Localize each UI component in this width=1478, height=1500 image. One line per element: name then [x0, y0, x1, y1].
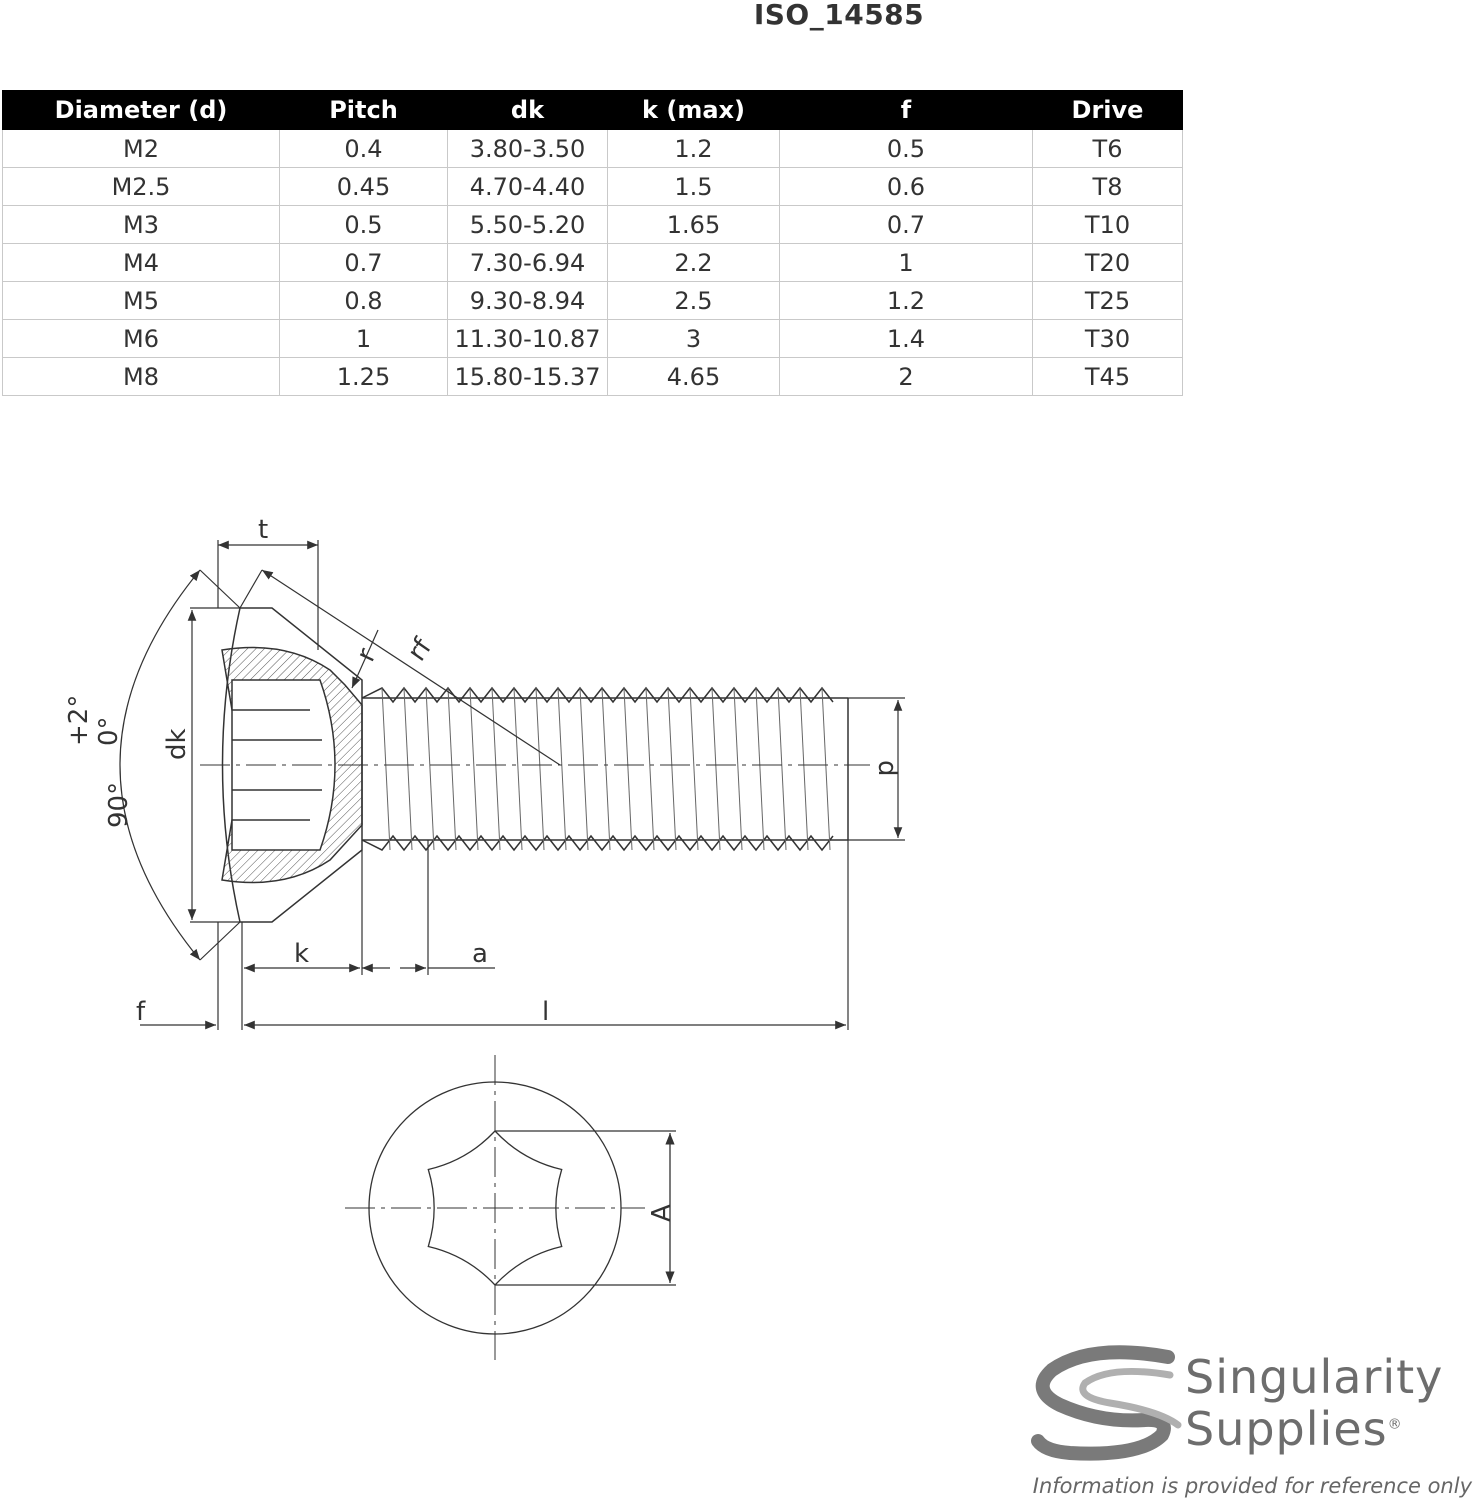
table-header-row: [3, 91, 1183, 130]
column-header: Pitch: [280, 91, 448, 130]
table-cell: 1.65: [608, 206, 780, 244]
table-cell: 3.80-3.50: [448, 130, 608, 168]
table-cell: 15.80-15.37: [448, 358, 608, 396]
label-rf: rf: [401, 633, 438, 667]
table-cell: 0.7: [780, 206, 1033, 244]
table-cell: M4: [3, 244, 280, 282]
table-row: [3, 244, 1183, 282]
table-cell: 4.65: [608, 358, 780, 396]
brand-name-line2: [1185, 1402, 1403, 1456]
table-cell: 1: [280, 320, 448, 358]
column-header: dk: [448, 91, 608, 130]
table-cell: T8: [1033, 168, 1183, 206]
table-cell: 0.7: [280, 244, 448, 282]
drive-top-view: [345, 1055, 676, 1360]
table-cell: 3: [608, 320, 780, 358]
table-cell: 0.8: [280, 282, 448, 320]
table-cell: T20: [1033, 244, 1183, 282]
table-cell: T25: [1033, 282, 1183, 320]
table-cell: 4.70-4.40: [448, 168, 608, 206]
table-cell: T45: [1033, 358, 1183, 396]
table-cell: 1.25: [280, 358, 448, 396]
table-cell: 0.6: [780, 168, 1033, 206]
table-cell: 5.50-5.20: [448, 206, 608, 244]
label-a: a: [472, 939, 488, 969]
table-cell: 0.5: [780, 130, 1033, 168]
label-l: l: [542, 997, 550, 1027]
screw-side-view: [200, 608, 870, 922]
label-t: t: [258, 515, 269, 545]
brand-name-line2-text: Supplies: [1185, 1402, 1388, 1456]
label-f: f: [136, 997, 146, 1027]
registered-mark: ®: [1387, 1416, 1403, 1433]
table-cell: 1: [780, 244, 1033, 282]
column-header: f: [780, 91, 1033, 130]
table-cell: M6: [3, 320, 280, 358]
table-cell: 7.30-6.94: [448, 244, 608, 282]
table-row: [3, 168, 1183, 206]
table-row: [3, 358, 1183, 396]
table-cell: M2.5: [3, 168, 280, 206]
table-row: [3, 282, 1183, 320]
table-row: [3, 206, 1183, 244]
table-cell: T30: [1033, 320, 1183, 358]
table-row: [3, 320, 1183, 358]
table-cell: M5: [3, 282, 280, 320]
table-cell: 2.2: [608, 244, 780, 282]
table-cell: T6: [1033, 130, 1183, 168]
table-cell: 0.45: [280, 168, 448, 206]
label-tol-zero: 0°: [94, 716, 124, 746]
table-cell: 1.4: [780, 320, 1033, 358]
table-row: [3, 130, 1183, 168]
brand-name-line1: Singularity: [1185, 1350, 1444, 1404]
table-cell: 1.2: [608, 130, 780, 168]
table-cell: 0.5: [280, 206, 448, 244]
screw-technical-drawing: [0, 480, 1000, 1380]
label-A: A: [647, 1204, 677, 1222]
table-cell: M8: [3, 358, 280, 396]
table-cell: 2: [780, 358, 1033, 396]
table-cell: 0.4: [280, 130, 448, 168]
page-title: ISO_14585: [753, 0, 925, 31]
label-d: d: [872, 760, 902, 777]
table-cell: 9.30-8.94: [448, 282, 608, 320]
label-k: k: [294, 939, 310, 969]
table-cell: T10: [1033, 206, 1183, 244]
column-header: Diameter (d): [3, 91, 280, 130]
table-cell: 2.5: [608, 282, 780, 320]
label-angle: 90°: [104, 781, 134, 828]
table-cell: 1.2: [780, 282, 1033, 320]
table-cell: 11.30-10.87: [448, 320, 608, 358]
table-cell: 1.5: [608, 168, 780, 206]
label-r: r: [350, 643, 383, 667]
disclaimer-note: Information is provided for reference only: [1032, 1474, 1472, 1498]
label-tol-plus: +2°: [64, 694, 94, 746]
column-header: k (max): [608, 91, 780, 130]
label-dk: dk: [162, 728, 192, 760]
spec-table: [2, 90, 1183, 396]
column-header: Drive: [1033, 91, 1183, 130]
table-cell: M2: [3, 130, 280, 168]
table-cell: M3: [3, 206, 280, 244]
